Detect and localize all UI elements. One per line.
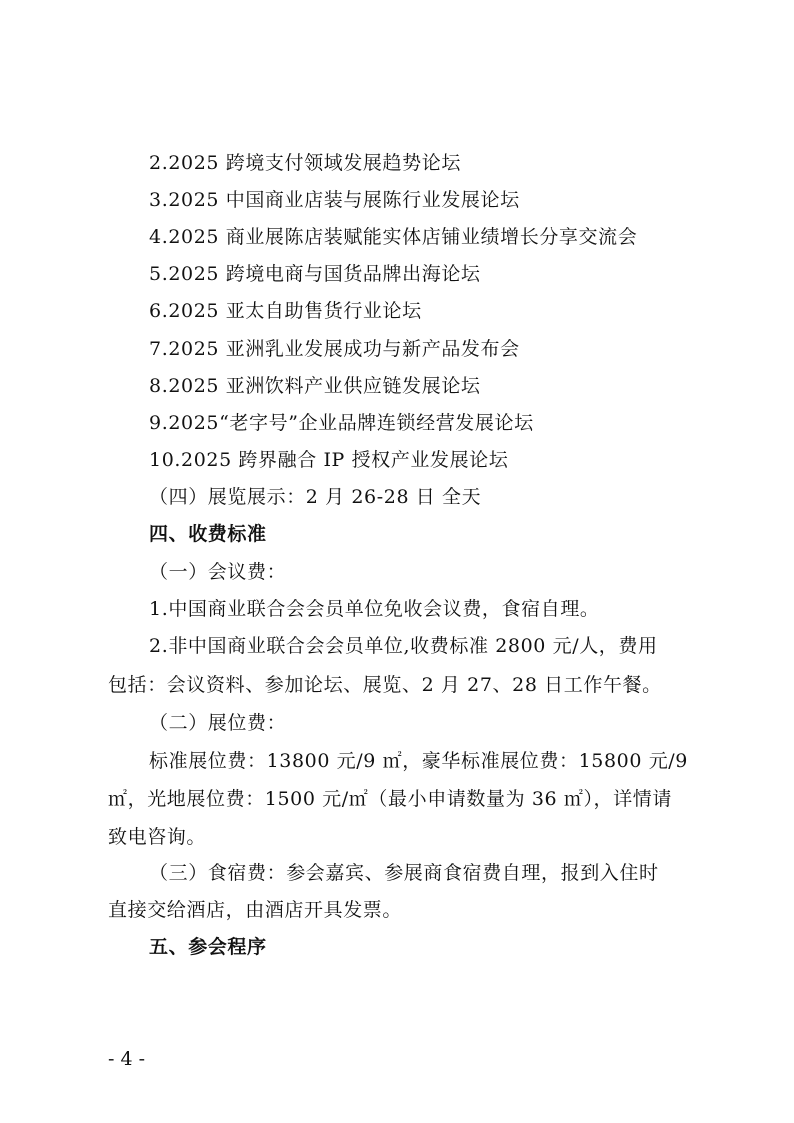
forum-item-7: 7.2025 亚洲乳业发展成功与新产品发布会 <box>149 338 520 360</box>
booth-fee-heading: （二）展位费： <box>149 712 287 734</box>
section-4-heading: 四、收费标准 <box>149 523 267 545</box>
meeting-fee-item-2-line-2: 包括：会议资料、参加论坛、展览、2 月 27、28 日工作午餐。 <box>108 674 662 696</box>
section-5-heading: 五、参会程序 <box>149 936 267 958</box>
booth-fee-line-2: ㎡，光地展位费：1500 元/㎡（最小申请数量为 36 ㎡），详情请 <box>108 788 672 810</box>
forum-item-8: 8.2025 亚洲饮料产业供应链发展论坛 <box>149 375 481 397</box>
exhibition-display-line: （四）展览展示：2 月 26-28 日 全天 <box>149 486 482 508</box>
meeting-fee-item-2-line-1: 2.非中国商业联合会会员单位,收费标准 2800 元/人，费用 <box>149 635 658 657</box>
meeting-fee-item-1: 1.中国商业联合会会员单位免收会议费，食宿自理。 <box>149 598 600 620</box>
forum-item-6: 6.2025 亚太自助售货行业论坛 <box>149 300 422 322</box>
booth-fee-line-1: 标准展位费：13800 元/9 ㎡，豪华标准展位费：15800 元/9 <box>149 750 688 772</box>
forum-item-5: 5.2025 跨境电商与国货品牌出海论坛 <box>149 263 481 285</box>
page-number: - 4 - <box>108 1048 146 1070</box>
forum-item-9: 9.2025“老字号”企业品牌连锁经营发展论坛 <box>149 412 534 434</box>
forum-item-3: 3.2025 中国商业店装与展陈行业发展论坛 <box>149 189 520 211</box>
lodging-fee-line-1: （三）食宿费：参会嘉宾、参展商食宿费自理，报到入住时 <box>149 862 659 884</box>
meeting-fee-heading: （一）会议费： <box>149 561 287 583</box>
forum-item-2: 2.2025 跨境支付领域发展趋势论坛 <box>149 152 461 174</box>
lodging-fee-line-2: 直接交给酒店，由酒店开具发票。 <box>108 899 403 921</box>
booth-fee-line-3: 致电咨询。 <box>108 826 207 848</box>
forum-item-4: 4.2025 商业展陈店装赋能实体店铺业绩增长分享交流会 <box>149 226 638 248</box>
forum-item-10: 10.2025 跨界融合 IP 授权产业发展论坛 <box>149 449 509 471</box>
